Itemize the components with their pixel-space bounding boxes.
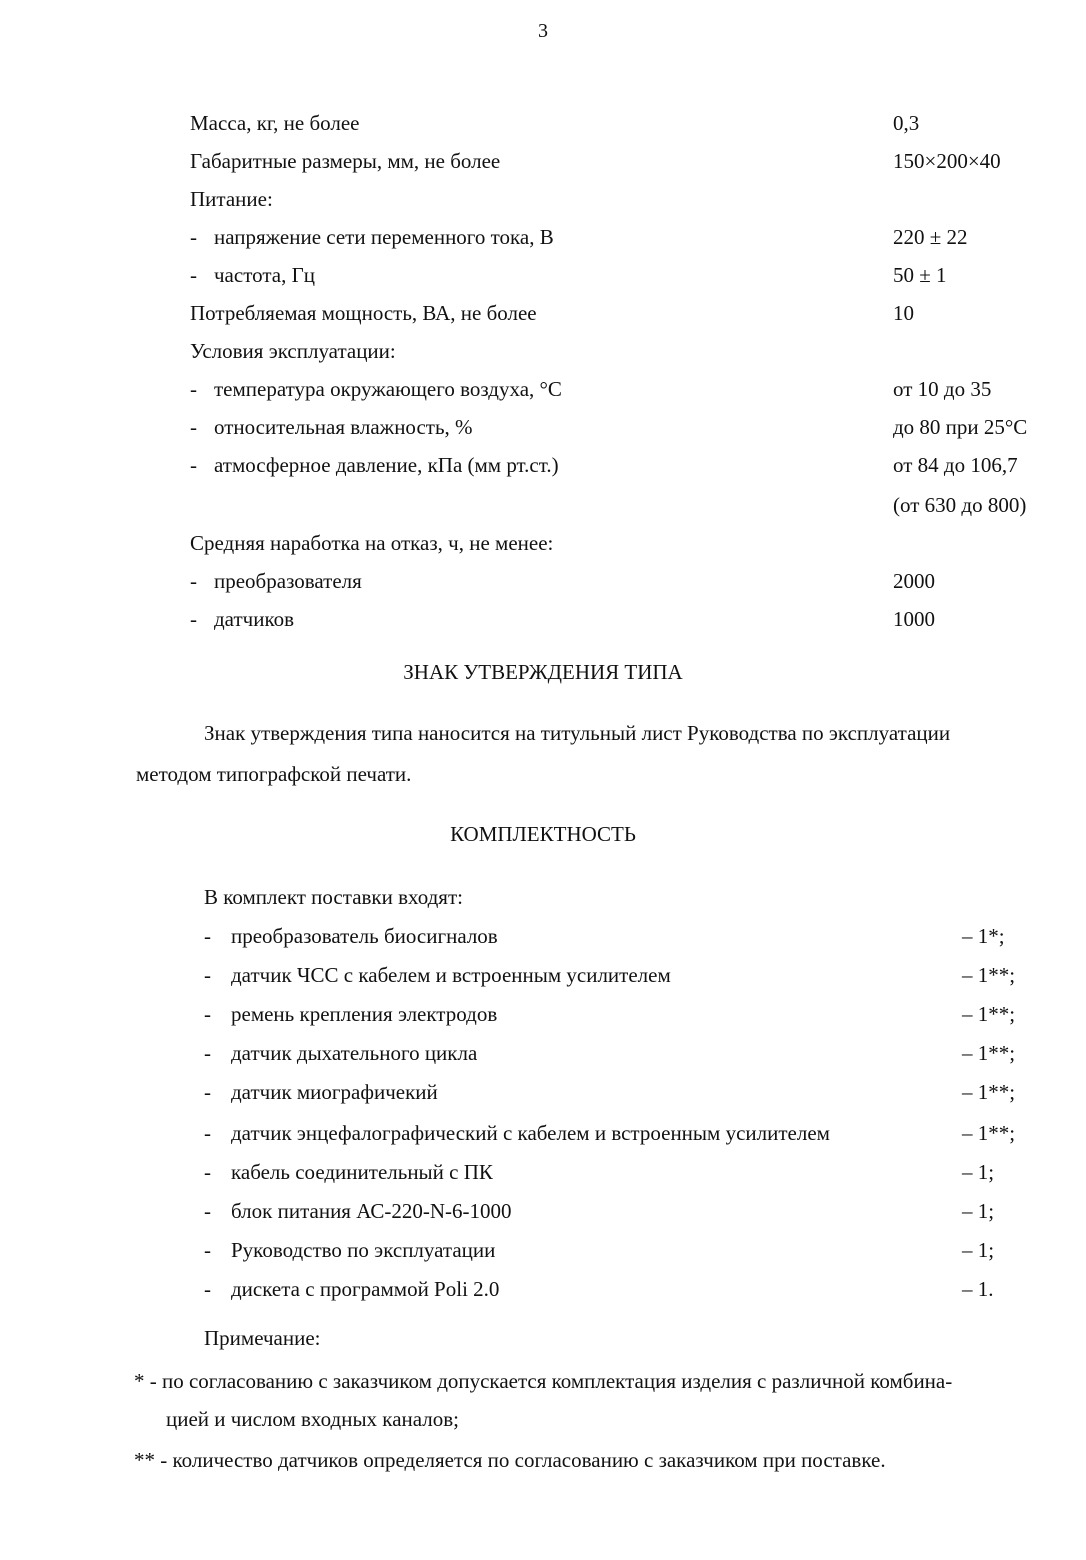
spec-value: до 80 при 25°С	[893, 415, 1028, 439]
completeness-intro: В комплект поставки входят:	[204, 885, 463, 909]
spec-value: 10	[893, 301, 914, 325]
spec-value: 220 ± 22	[893, 225, 968, 249]
dash-bullet: -	[204, 1041, 211, 1065]
spec-label: Масса, кг, не более	[190, 111, 360, 135]
dash-bullet: -	[204, 1277, 211, 1301]
page-number: 3	[538, 20, 548, 42]
dash-bullet: -	[204, 1199, 211, 1223]
item-quantity: – 1**;	[962, 1080, 1016, 1104]
spec-label: Питание:	[190, 187, 273, 211]
spec-label: Потребляемая мощность, ВА, не более	[190, 301, 537, 325]
list-item	[204, 1274, 1034, 1304]
spec-row-mtbf-header	[190, 528, 1060, 558]
list-item	[204, 1196, 1034, 1226]
spec-value: 150×200×40	[893, 149, 1001, 173]
spec-row-dimensions	[190, 146, 1060, 176]
item-quantity: – 1;	[962, 1160, 995, 1184]
dash-bullet: -	[204, 1238, 211, 1262]
dash-bullet: -	[190, 415, 197, 439]
spec-value: (от 630 до 800)	[893, 493, 1027, 517]
dash-bullet: -	[204, 1080, 211, 1104]
list-item	[204, 1235, 1034, 1265]
item-quantity: – 1.	[962, 1277, 994, 1301]
item-label: Руководство по эксплуатации	[231, 1238, 496, 1262]
item-label: кабель соединительный с ПК	[231, 1160, 493, 1184]
list-item	[204, 1157, 1034, 1187]
spec-label: температура окружающего воздуха, °С	[214, 377, 562, 401]
notes-title: Примечание:	[204, 1326, 321, 1350]
list-item	[204, 999, 1034, 1029]
item-label: блок питания АС-220-N-6-1000	[231, 1199, 512, 1223]
spec-value: 1000	[893, 607, 935, 631]
dash-bullet: -	[204, 1002, 211, 1026]
spec-row-mass	[190, 108, 1060, 138]
list-item	[204, 1118, 1034, 1148]
spec-row-temperature	[190, 374, 1060, 404]
item-label: датчик дыхательного цикла	[231, 1041, 478, 1065]
spec-row-frequency	[190, 260, 1060, 290]
type-approval-text-line2: методом типографской печати.	[136, 762, 412, 786]
spec-label: датчиков	[214, 607, 294, 631]
dash-bullet: -	[190, 377, 197, 401]
list-item	[204, 1038, 1034, 1068]
spec-row-voltage	[190, 222, 1060, 252]
item-quantity: – 1**;	[962, 1121, 1016, 1145]
item-quantity: – 1;	[962, 1199, 995, 1223]
spec-label: частота, Гц	[214, 263, 315, 287]
type-approval-text-line1: Знак утверждения типа наносится на титульный лист Руководства по эксплуатации	[204, 721, 951, 745]
item-label: дискета с программой Poli 2.0	[231, 1277, 500, 1301]
item-label: датчик энцефалографический с кабелем и встроенным усилителем	[231, 1121, 830, 1145]
spec-row-conditions-header	[190, 336, 1060, 366]
spec-value: 0,3	[893, 111, 920, 135]
list-item	[204, 1077, 1034, 1107]
section-heading-type-approval: ЗНАК УТВЕРЖДЕНИЯ ТИПА	[403, 660, 683, 684]
spec-row-humidity	[190, 412, 1060, 442]
spec-label: преобразователя	[214, 569, 362, 593]
note-double-asterisk: ** - количество датчиков определяется по согласованию с заказчиком при поставке.	[134, 1448, 886, 1472]
section-heading-completeness: КОМПЛЕКТНОСТЬ	[450, 822, 636, 846]
item-quantity: – 1**;	[962, 963, 1016, 987]
dash-bullet: -	[204, 1121, 211, 1145]
spec-row-mtbf-sensors	[190, 604, 1060, 634]
spec-row-mtbf-converter	[190, 566, 1060, 596]
dash-bullet: -	[204, 1160, 211, 1184]
spec-row-power-consumption	[190, 298, 1060, 328]
spec-row-pressure	[190, 450, 1060, 480]
item-label: ремень крепления электродов	[231, 1002, 498, 1026]
list-item	[204, 960, 1034, 990]
note-single-asterisk-line2: цией и числом входных каналов;	[166, 1407, 459, 1431]
spec-label: напряжение сети переменного тока, В	[214, 225, 554, 249]
spec-label: Условия эксплуатации:	[190, 339, 396, 363]
note-single-asterisk-line1: * - по согласованию с заказчиком допускается комплектация изделия с различной комбина-	[134, 1369, 953, 1393]
spec-label: Габаритные размеры, мм, не более	[190, 149, 501, 173]
item-label: преобразователь биосигналов	[231, 924, 498, 948]
spec-row-pressure-mmhg	[190, 490, 1060, 520]
spec-value: от 10 до 35	[893, 377, 992, 401]
item-quantity: – 1;	[962, 1238, 995, 1262]
item-label: датчик миографичекий	[231, 1080, 438, 1104]
dash-bullet: -	[204, 924, 211, 948]
dash-bullet: -	[190, 453, 197, 477]
dash-bullet: -	[190, 569, 197, 593]
spec-value: от 84 до 106,7	[893, 453, 1018, 477]
spec-label: Средняя наработка на отказ, ч, не менее:	[190, 531, 554, 555]
item-label: датчик ЧСС с кабелем и встроенным усилителем	[231, 963, 671, 987]
dash-bullet: -	[190, 607, 197, 631]
list-item	[204, 921, 1034, 951]
item-quantity: – 1**;	[962, 1002, 1016, 1026]
spec-label: атмосферное давление, кПа (мм рт.ст.)	[214, 453, 559, 477]
spec-value: 2000	[893, 569, 935, 593]
item-quantity: – 1**;	[962, 1041, 1016, 1065]
spec-label: относительная влажность, %	[214, 415, 473, 439]
dash-bullet: -	[190, 225, 197, 249]
spec-value: 50 ± 1	[893, 263, 947, 287]
spec-row-power-header	[190, 184, 1060, 214]
dash-bullet: -	[190, 263, 197, 287]
item-quantity: – 1*;	[962, 924, 1005, 948]
dash-bullet: -	[204, 963, 211, 987]
